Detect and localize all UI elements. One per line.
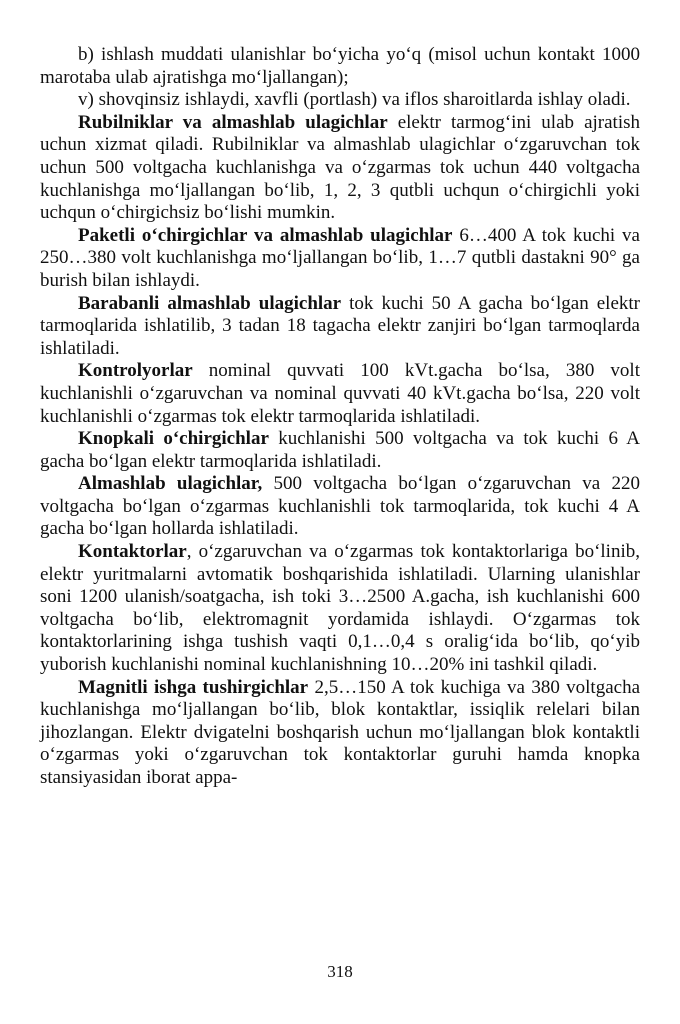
body-text [40, 44, 640, 790]
term-heading: Barabanli almashlab ulagichlar [78, 292, 342, 314]
term-heading: Rubilniklar va almashlab ulagichlar [78, 111, 388, 133]
term-heading: Almashlab ulagichlar, [78, 473, 263, 495]
paragraph-list-item-v [40, 89, 640, 112]
paragraph-rubilniklar [40, 112, 640, 225]
paragraph-text: 6…400 A tok kuchi va 250…380 volt kuchlanishga mo‘ljallangan bo‘lib, 1…7 qutbli dastakni 90° ga burish bilan ishlaydi. [40, 224, 640, 291]
paragraph-almashlab [40, 473, 640, 541]
paragraph-text: v) shovqinsiz ishlaydi, xavfli (portlash) va iflos sharoitlarda ishlay oladi. [78, 89, 631, 111]
paragraph-knopkali [40, 428, 640, 473]
term-heading: Knopkali o‘chirgichlar [78, 428, 269, 450]
paragraph-kontaktorlar [40, 541, 640, 677]
paragraph-text: tok kuchi 50 A gacha bo‘lgan elektr tarmoqlarida ishlatilib, 3 tadan 18 tagacha elektr zanjiri bo‘lgan tarmoqlarda ishlatiladi. [40, 292, 640, 359]
paragraph-text: nominal quvvati 100 kVt.gacha bo‘lsa, 380 volt kuchlanishli o‘zgaruvchan va nominal quvvati 40 kVt.gacha bo‘lsa, 220 volt kuchlanishli o‘zgarmas tok elektr tarmoqlarida ishlatiladi. [40, 360, 640, 427]
paragraph-text: 500 voltgacha bo‘lgan o‘zgaruvchan va 220 voltgacha bo‘lgan o‘zgarmas kuchlanishli tok tarmoqlarida, tok kuchi 4 A gacha bo‘lgan hollarda ishlatiladi. [40, 473, 640, 540]
paragraph-text: kuchlanishi 500 voltgacha va tok kuchi 6 A gacha bo‘lgan elektr tarmoqlarida ishlatiladi. [40, 428, 640, 472]
paragraph-kontrolyorlar [40, 360, 640, 428]
paragraph-text: 2,5…150 A tok kuchiga va 380 voltgacha kuchlanishga mo‘ljallangan bo‘lib, blok kontaktlar, issiqlik relelari bilan jihozlangan. Elektr dvigatelni boshqarish uchun mo‘ljallangan blok kontaktli o‘zgarmas yoki o‘zgaruvchan tok kontaktorlar guruhi hamda knopka stansiyasidan iborat appa- [40, 676, 640, 788]
paragraph-list-item-b [40, 44, 640, 89]
term-heading: Kontaktorlar [78, 541, 187, 563]
paragraph-magnitli [40, 677, 640, 790]
term-heading: Magnitli ishga tushirgichlar [78, 676, 309, 698]
paragraph-text: elektr tarmog‘ini ulab ajratish uchun xizmat qiladi. Rubilniklar va almashlab ulagichlar o‘zgaruvchan tok uchun 500 voltgacha kuchlanishga va o‘zgarmas tok uchun 440 voltgacha kuchlanishga mo‘ljallangan bo‘lib, 1, 2, 3 qutbli uchqun o‘chirgichli yoki uchqun o‘chirgichsiz bo‘lishi mumkin. [40, 111, 640, 224]
term-heading: Kontrolyorlar [78, 360, 193, 382]
paragraph-text: , o‘zgaruvchan va o‘zgarmas tok kontaktorlariga bo‘linib, elektr yuritmalarni avtomatik boshqarishida ishlatiladi. Ularning ulanishlar soni 1200 ulanish/soatgacha, ish toki 3…2500 A.gacha, ish kuchlanishi 600 voltgacha bo‘lib, elektromagnit yordamida ishlaydi. O‘zgarmas tok kontaktorlarining ishga tushish vaqti 0,1…0,4 s oralig‘ida bo‘lib, qo‘yib yuborish kuchlanishi nominal kuchlanishning 10…20% ini tashkil qiladi. [40, 541, 640, 676]
term-heading: Paketli o‘chirgichlar va almashlab ulagichlar [78, 224, 453, 246]
paragraph-barabanli [40, 293, 640, 361]
paragraph-paketli [40, 225, 640, 293]
paragraph-text: b) ishlash muddati ulanishlar bo‘yicha yo‘q (misol uchun kontakt 1000 marotaba ulab ajratishga mo‘ljallangan); [40, 44, 640, 88]
page-number: 318 [327, 962, 353, 981]
